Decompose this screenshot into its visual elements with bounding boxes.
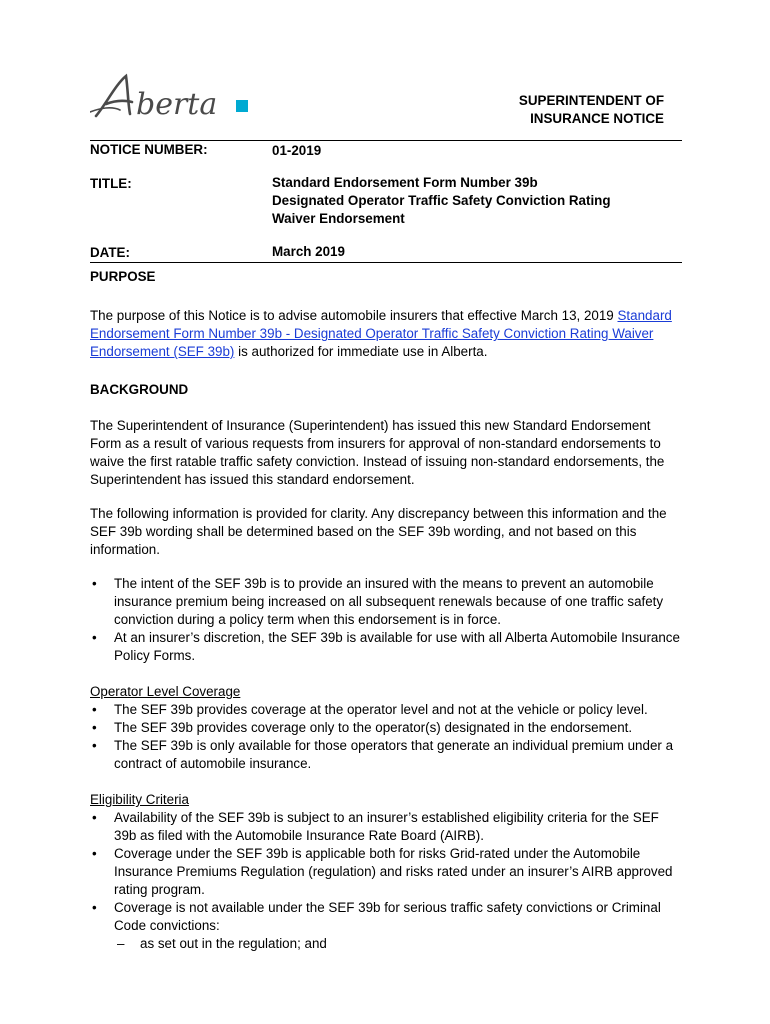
date-label: DATE: bbox=[90, 245, 130, 260]
alberta-logo bbox=[90, 70, 255, 122]
header-divider bbox=[90, 140, 682, 141]
purpose-heading: PURPOSE bbox=[90, 269, 156, 284]
background-paragraph-2: The following information is provided for clarity. Any discrepancy between this information and the SEF 39b wording shall be determined based on the SEF 39b wording, and not based on this information. bbox=[90, 506, 667, 557]
title-label: TITLE: bbox=[90, 176, 132, 191]
purpose-text-before: The purpose of this Notice is to advise automobile insurers that effective March 13, 2019 bbox=[90, 308, 614, 323]
list-item: • Availability of the SEF 39b is subject to an insurer’s established eligibility criteria for the SEF 39b as filed with the Automobile Insurance Rate Board (AIRB). bbox=[90, 809, 682, 845]
title-line-3: Waiver Endorsement bbox=[272, 211, 405, 226]
list-item: • Coverage is not available under the SEF 39b for serious traffic safety convictions or Criminal Code convictions: bbox=[90, 899, 682, 935]
list-item: • Coverage under the SEF 39b is applicable both for risks Grid-rated under the Automobile Insurance Premiums Regulation (regulation) and risks rated under an insurer’s AIRB approved rating program. bbox=[90, 845, 682, 899]
notice-type-title bbox=[519, 92, 664, 128]
alberta-wordmark-icon bbox=[90, 70, 255, 122]
eligibility-sub-list bbox=[90, 935, 682, 953]
notice-number-value: 01-2019 bbox=[272, 143, 322, 158]
svg-text:berta: berta bbox=[136, 87, 218, 122]
purpose-text-after: is authorized for immediate use in Alberta. bbox=[238, 344, 488, 359]
title-line-1: Standard Endorsement Form Number 39b bbox=[272, 175, 538, 190]
background-heading: BACKGROUND bbox=[90, 382, 189, 397]
notice-number-label: NOTICE NUMBER: bbox=[90, 142, 208, 157]
eligibility-bullet-list bbox=[90, 809, 682, 935]
list-item: – as set out in the regulation; and bbox=[90, 935, 682, 953]
operator-level-bullet-list bbox=[90, 701, 682, 773]
sef-39b-link[interactable]: Standard Endorsement Form Number 39b - Designated Operator Traffic Safety Conviction Rating Waiver Endorsement (SEF 39b) bbox=[90, 308, 672, 359]
purpose-paragraph bbox=[90, 307, 682, 361]
background-paragraph-1: The Superintendent of Insurance (Superintendent) has issued this new Standard Endorsement Form as a result of various requests from insurers for approval of non-standard endorsements to waive the first ratable traffic safety conviction. Instead of issuing non-standard endorsements, the Superintendent has issued this standard endorsement. bbox=[90, 418, 665, 487]
title-value bbox=[272, 174, 611, 228]
background-bullet-list bbox=[90, 575, 682, 665]
operator-level-heading: Operator Level Coverage bbox=[90, 684, 241, 699]
eligibility-heading: Eligibility Criteria bbox=[90, 792, 189, 807]
list-item: • The intent of the SEF 39b is to provide an insured with the means to prevent an automobile insurance premium being increased on all subsequent renewals because of one traffic safety conviction during a policy term when this endorsement is in force. bbox=[90, 575, 682, 629]
notice-type-line-1: SUPERINTENDENT OF bbox=[518, 93, 664, 108]
list-item: • At an insurer’s discretion, the SEF 39b is available for use with all Alberta Automobile Insurance Policy Forms. bbox=[90, 629, 682, 665]
list-item: • The SEF 39b provides coverage at the operator level and not at the vehicle or policy level. bbox=[90, 701, 682, 719]
notice-type-line-2: INSURANCE NOTICE bbox=[530, 111, 664, 126]
date-value: March 2019 bbox=[272, 244, 345, 259]
notice-body bbox=[90, 268, 682, 953]
list-item: • The SEF 39b is only available for those operators that generate an individual premium under a contract of automobile insurance. bbox=[90, 737, 682, 773]
meta-divider bbox=[90, 262, 682, 263]
title-line-2: Designated Operator Traffic Safety Conviction Rating bbox=[272, 193, 611, 208]
list-item: • The SEF 39b provides coverage only to the operator(s) designated in the endorsement. bbox=[90, 719, 682, 737]
